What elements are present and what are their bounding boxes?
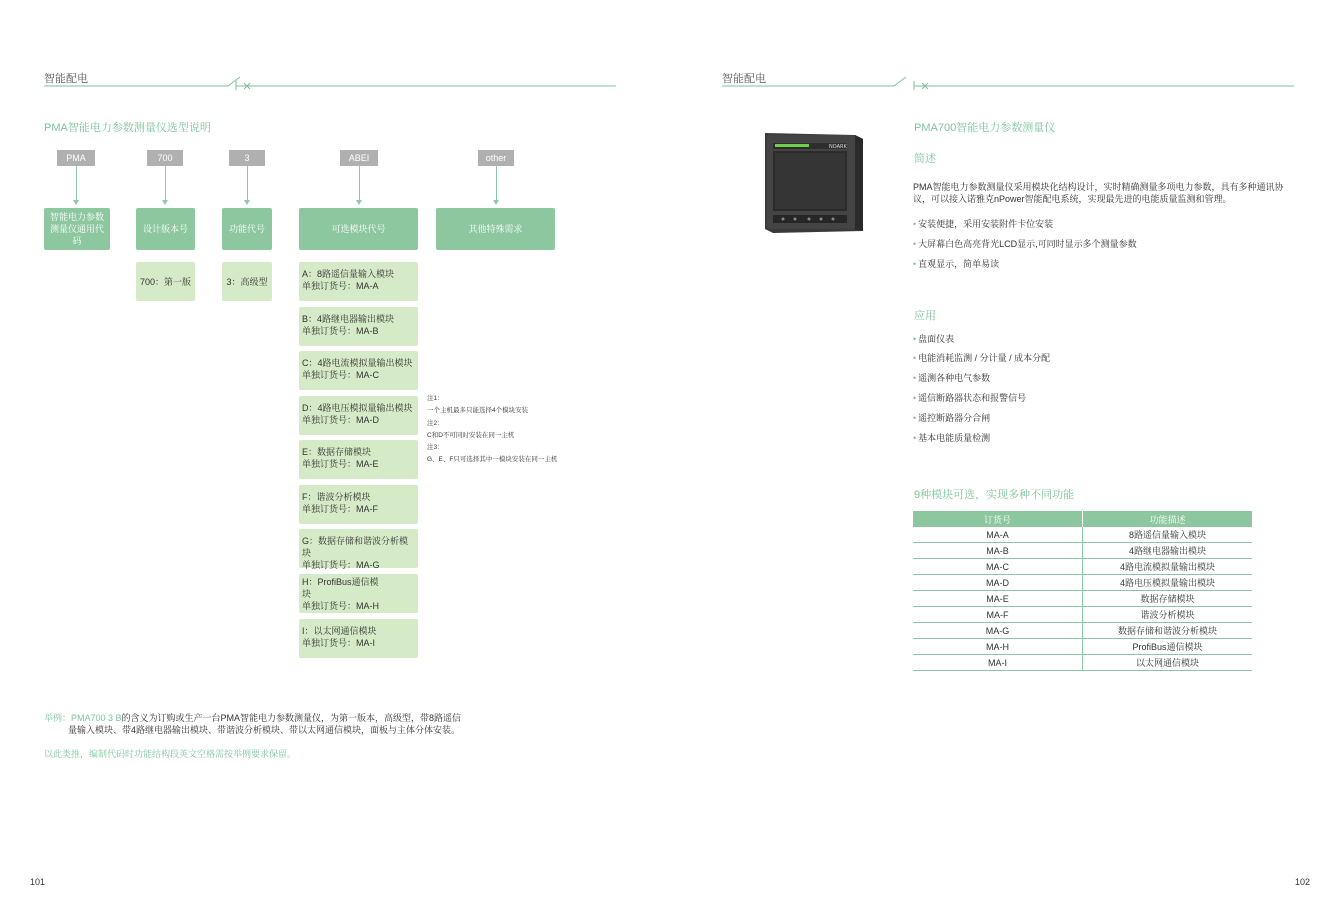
function-value-box: 3：高级型 [222,262,272,301]
module-box-i [299,619,418,658]
application-title: 应用 [914,310,936,322]
table-cell-order: MA-D [913,575,1083,591]
arrow-down-icon [493,200,499,205]
application-item [913,391,1026,404]
arrow-down-icon [73,200,79,205]
note-line: G、E、F只可选择其中一模块安装在同一主机 [427,456,558,463]
module-name: B：4路继电器输出模块 [302,314,395,324]
table-row [913,575,1252,591]
table-row [913,623,1252,639]
table-row [913,655,1252,671]
module-box-g [299,529,418,568]
module-order: 单独订货号：MA-C [302,370,379,380]
table-row [913,591,1252,607]
application-item [913,332,954,345]
table-cell-desc: 4路电压模拟量输出模块 [1083,575,1253,591]
application-label: 盘面仪表 [918,334,955,344]
header-box-other: 其他特殊需求 [436,208,555,250]
connector-line [247,166,248,201]
bullet-dot-icon: • [913,373,917,383]
module-box-c [299,351,418,390]
module-name: H：ProfiBus通信模块 [302,577,379,599]
module-name: E：数据存储模块 [302,447,372,457]
note-line: 注1： [427,395,444,402]
feature-label: 直观显示，简单易读 [918,259,1000,269]
table-cell-order: MA-F [913,607,1083,623]
page-number-right: 102 [1295,877,1311,887]
module-order: 单独订货号：MA-A [302,281,379,291]
product-title: PMA700智能电力参数测量仪 [914,122,1056,134]
module-order: 单独订货号：MA-B [302,326,379,336]
module-box-h [299,574,418,613]
example-line2: 量输入模块、带4路继电器输出模块、带谐波分析模块、带以太网通信模块，面板与主体分体安装。 [68,725,461,735]
application-item [913,351,1050,364]
note-line: C和D不可同时安装在同一主机 [427,432,515,439]
overview-line1: PMA智能电力参数测量仪采用模块化结构设计，实时精确测量多项电力参数，具有多种通讯协 [913,182,1284,192]
bullet-dot-icon: • [913,393,917,403]
module-box-f [299,485,418,524]
header-box-general-code: 智能电力参数测量仪通用代码 [44,208,110,250]
table-row [913,543,1252,559]
note-line: 注2： [427,420,444,427]
module-order: 单独订货号：MA-D [302,415,379,425]
bullet-dot-icon: • [913,353,917,363]
table-cell-order: MA-B [913,543,1083,559]
module-name: A：8路遥信量输入模块 [302,269,395,279]
table-cell-desc: 数据存储和谐波分析模块 [1083,623,1253,639]
application-item [913,411,990,424]
table-cell-desc: 8路遥信量输入模块 [1083,527,1253,543]
module-name: I：以太网通信模块 [302,626,377,636]
application-label: 遥信断路器状态和报警信号 [918,393,1027,403]
overview-title: 简述 [914,153,936,165]
application-label: 电能消耗监测 / 分计量 / 成本分配 [918,353,1051,363]
application-label: 遥控断路器分合闸 [918,413,991,423]
module-order: 单独订货号：MA-I [302,638,375,648]
code-tag-other: other [478,150,514,166]
code-tag-version: 700 [147,150,183,166]
module-box-d [299,396,418,435]
device-brand-label: NOARK [829,144,847,150]
feature-item [913,257,999,270]
bullet-dot-icon: • [913,259,917,269]
table-cell-order: MA-E [913,591,1083,607]
feature-item [913,217,1053,230]
table-cell-desc: 数据存储模块 [1083,591,1253,607]
note-line: 注3： [427,444,444,451]
table-cell-desc: 4路电流模拟量输出模块 [1083,559,1253,575]
overview-line2: 议，可以接入诺雅克nPower智能配电系统，实现最先进的电能质量监测和管理。 [913,194,1232,204]
header-box-function: 功能代号 [222,208,272,250]
table-cell-order: MA-G [913,623,1083,639]
table-row [913,527,1252,543]
arrow-down-icon [356,200,362,205]
module-box-b [299,307,418,346]
pma700-device-image [763,131,866,235]
page-number-left: 101 [30,877,46,887]
left-section-label: 智能配电 [44,73,88,85]
table-cell-desc: 以太网通信模块 [1083,655,1253,671]
code-tag-pma: PMA [57,150,95,166]
table-cell-desc: ProfiBus通信模块 [1083,639,1253,655]
bullet-dot-icon: • [913,239,917,249]
left-header-rule [44,76,616,92]
bullet-dot-icon: • [913,433,917,443]
table-cell-order: MA-A [913,527,1083,543]
table-cell-order: MA-I [913,655,1083,671]
footer-note: 以此类推，编制代码时功能结构段英文空格需按举例要求保留。 [44,749,297,759]
feature-item [913,237,1137,250]
table-row [913,639,1252,655]
module-box-a [299,262,418,301]
table-row [913,559,1252,575]
bullet-dot-icon: • [913,219,917,229]
table-header-description: 功能描述 [1083,511,1253,527]
feature-label: 安装便捷，采用安装附件卡位安装 [918,219,1054,229]
feature-label: 大屏幕白色高亮背光LCD显示,可同时显示多个测量参数 [918,239,1137,249]
connector-line [76,166,77,201]
module-box-e [299,440,418,479]
module-order: 单独订货号：MA-F [302,504,378,514]
connector-line [165,166,166,201]
modules-table [913,511,1252,671]
table-cell-desc: 4路继电器输出模块 [1083,543,1253,559]
table-row [913,607,1252,623]
right-section-label: 智能配电 [722,73,766,85]
example-prefix: 举例：PMA700 3 B [44,713,122,723]
module-name: C：4路电流模拟量输出模块 [302,358,413,368]
header-box-version: 设计版本号 [136,208,195,250]
table-header-row [913,511,1252,527]
version-value-box: 700：第一版 [136,262,195,301]
connector-line [496,166,497,201]
code-tag-function: 3 [229,150,265,166]
module-name: G：数据存储和谐波分析模块 [302,536,409,558]
module-order: 单独订货号：MA-E [302,459,379,469]
table-cell-order: MA-C [913,559,1083,575]
application-item [913,431,990,444]
module-name: D：4路电压模拟量输出模块 [302,403,413,413]
arrow-down-icon [162,200,168,205]
module-order: 单独订货号：MA-H [302,601,379,611]
application-item [913,371,990,384]
example-line1: 的含义为订购或生产一台PMA智能电力参数测量仪，为第一版本，高级型，带8路遥信 [121,713,462,723]
table-cell-order: MA-H [913,639,1083,655]
application-label: 遥测各种电气参数 [918,373,991,383]
table-cell-desc: 谐波分析模块 [1083,607,1253,623]
modules-title: 9种模块可选，实现多种不同功能 [914,489,1075,501]
left-page-title: PMA智能电力参数测量仪选型说明 [44,122,211,134]
right-header-rule [722,76,1294,92]
overview-text [913,181,1284,205]
table-header-order-no: 订货号 [913,511,1083,527]
header-box-modules: 可选模块代号 [299,208,418,250]
module-name: F：谐波分析模块 [302,492,371,502]
bullet-dot-icon: • [913,334,917,344]
application-label: 基本电能质量检测 [918,433,991,443]
module-order: 单独订货号：MA-G [302,560,380,570]
arrow-down-icon [244,200,250,205]
bullet-dot-icon: • [913,413,917,423]
code-tag-modules: ABEI [340,150,378,166]
connector-line [359,166,360,201]
note-line: 一个主机最多只能选择4个模块安装 [427,407,529,414]
